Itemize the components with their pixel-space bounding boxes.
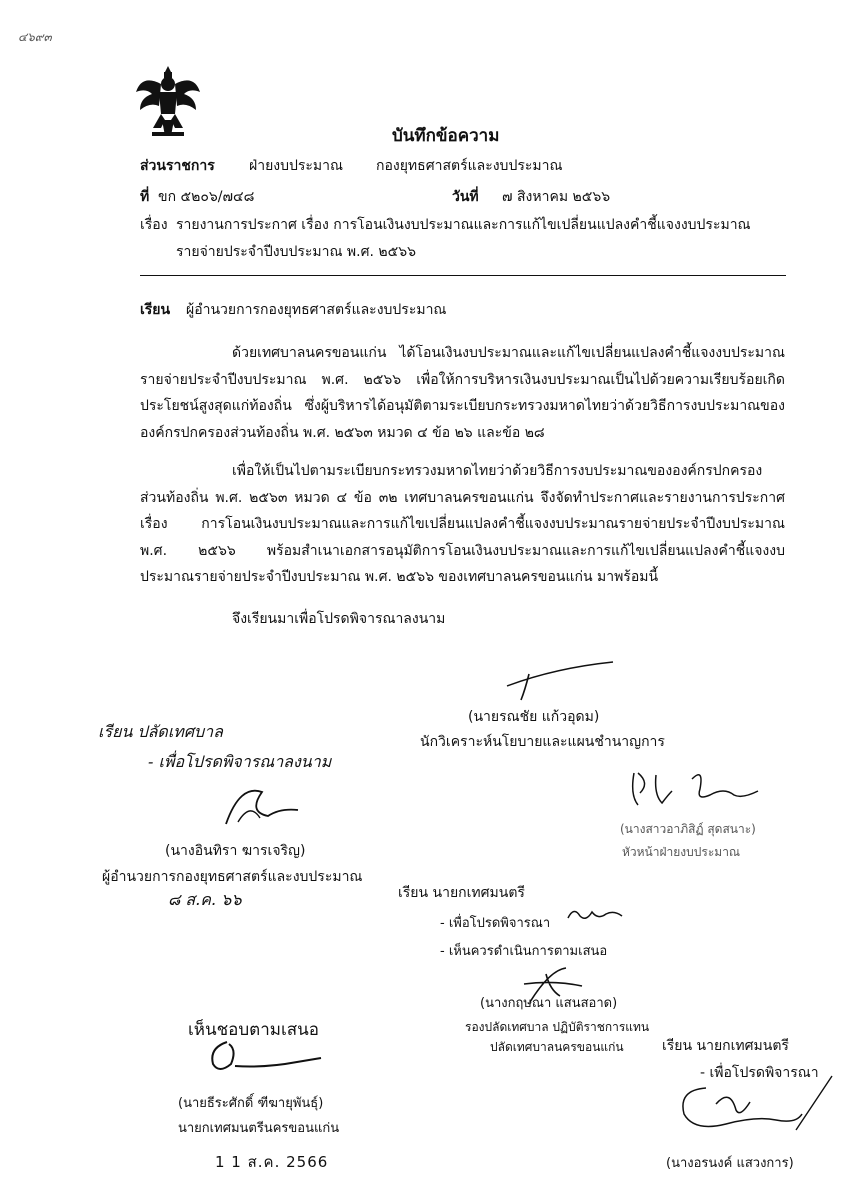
salutation-recipient: ผู้อำนวยการกองยุทธศาสตร์และงบประมาณ bbox=[186, 302, 447, 318]
note-3-action: - เพื่อโปรดพิจารณา bbox=[700, 1065, 819, 1081]
body-paragraph-1-text: ด้วยเทศบาลนครขอนแก่น ได้โอนเงินงบประมาณและแก้ไขเปลี่ยนแปลงคำชี้แจงงบประมาณรายจ่ายประจำปีงบประมาณ พ.ศ. ๒๕๖๖ เพื่อให้การบริหารเงินงบประมาณเป็นไปด้วยความเรียบร้อยเกิดประโยชน์สูงสุดแก่ท้องถิ่น ซึ่งผู้บริหารได้อนุมัติตามระเบียบกระทรวงมหาดไทยว่าด้วยวิธีการงบประมาณขององค์กรปกครองส่วนท้องถิ่น พ.ศ. ๒๕๖๓ หมวด ๔ ข้อ ๒๖ และข้อ ๒๘ bbox=[140, 345, 785, 441]
note-2-position-2: ปลัดเทศบาลนครขอนแก่น bbox=[490, 1040, 624, 1054]
note-3-recipient: เรียน นายกเทศมนตรี bbox=[662, 1038, 789, 1054]
memo-date: ๗ สิงหาคม ๒๕๖๖ bbox=[502, 189, 611, 205]
subject-line-2: รายจ่ายประจำปีงบประมาณ พ.ศ. ๒๕๖๖ bbox=[176, 244, 416, 260]
signature-2-icon bbox=[220, 782, 302, 830]
body-paragraph-2-text: เพื่อให้เป็นไปตามระเบียบกระทรวงมหาดไทยว่าด้วยวิธีการงบประมาณขององค์กรปกครองส่วนท้องถิ่น พ.ศ. ๒๕๖๓ หมวด ๔ ข้อ ๓๒ เทศบาลนครขอนแก่น จึงจัดทำประกาศและรายงานการประกาศ เรื่อง การโอนเงินงบประมาณและการแก้ไขเปลี่ยนแปลงคำชี้แจงงบประมาณรายจ่ายประจำปีงบประมาณ พ.ศ. ๒๕๖๖ พร้อมสำเนาเอกสารอนุมัติการโอนเงินงบประมาณและการแก้ไขเปลี่ยนแปลงคำชี้แจงงบประมาณรายจ่ายประจำปีงบประมาณ พ.ศ. ๒๕๖๖ ของเทศบาลนครขอนแก่น มาพร้อมนี้ bbox=[140, 463, 785, 585]
body-paragraph-1 bbox=[140, 340, 785, 446]
mayor-approval: เห็นชอบตามเสนอ bbox=[188, 1020, 319, 1040]
agency-label: ส่วนราชการ bbox=[140, 158, 215, 174]
note-2-action-2: - เห็นควรดำเนินการตามเสนอ bbox=[440, 944, 608, 959]
note-2-position-1: รองปลัดเทศบาล ปฏิบัติราชการแทน bbox=[465, 1020, 650, 1034]
note-1-date: ๘ ส.ค. ๖๖ bbox=[168, 890, 242, 909]
signature-3-icon bbox=[628, 765, 763, 811]
agency-office: กองยุทธศาสตร์และงบประมาณ bbox=[376, 158, 563, 174]
signer-1-position: นักวิเคราะห์นโยบายและแผนชำนาญการ bbox=[420, 734, 665, 750]
garuda-emblem-icon bbox=[132, 62, 204, 144]
note-3-name: (นางอรนงค์ แสวงการ) bbox=[666, 1156, 794, 1171]
date-label: วันที่ bbox=[452, 189, 479, 205]
note-1-recipient: เรียน ปลัดเทศบาล bbox=[98, 722, 223, 741]
note-1-name: (นางอินทิรา ฆารเจริญ) bbox=[165, 843, 306, 859]
signer-1-name: (นายรณชัย แก้วอุดม) bbox=[468, 709, 600, 725]
header-divider bbox=[140, 275, 786, 276]
signature-5-icon bbox=[205, 1038, 327, 1076]
signature-1-icon bbox=[505, 660, 617, 702]
mayor-name: (นายธีระศักดิ์ ฑีฆายุพันธุ์) bbox=[178, 1096, 324, 1111]
note-2-action-1: - เพื่อโปรดพิจารณา bbox=[440, 916, 551, 931]
salutation-label: เรียน bbox=[140, 302, 171, 318]
closing-line: จึงเรียนมาเพื่อโปรดพิจารณาลงนาม bbox=[232, 611, 446, 627]
signature-6-icon bbox=[676, 1074, 836, 1138]
corner-handwritten-mark: ๔๖๙๓ bbox=[18, 30, 52, 44]
body-paragraph-2 bbox=[140, 458, 785, 591]
ref-label: ที่ bbox=[140, 189, 150, 205]
mayor-date-stamp: 1 1 ส.ค. 2566 bbox=[215, 1153, 329, 1171]
memo-title: บันทึกข้อความ bbox=[392, 126, 500, 146]
initials-1-icon bbox=[564, 904, 626, 926]
note-1-action: - เพื่อโปรดพิจารณาลงนาม bbox=[148, 752, 332, 771]
mayor-position: นายกเทศมนตรีนครขอนแก่น bbox=[178, 1121, 340, 1136]
note-2-recipient: เรียน นายกเทศมนตรี bbox=[398, 885, 525, 901]
signer-2-name: (นางสาวอาภิสิฏ์ สุดสนาะ) bbox=[620, 822, 756, 836]
subject-label: เรื่อง bbox=[140, 217, 168, 233]
agency-division: ฝ่ายงบประมาณ bbox=[249, 158, 343, 174]
note-1-position: ผู้อำนวยการกองยุทธศาสตร์และงบประมาณ bbox=[102, 869, 363, 885]
note-2-name: (นางกฤษณา แสนสอาด) bbox=[480, 996, 618, 1011]
signer-2-position: หัวหน้าฝ่ายงบประมาณ bbox=[622, 845, 741, 859]
ref-number: ขก ๕๒๐๖/๗๔๘ bbox=[158, 189, 255, 205]
subject-line-1: รายงานการประกาศ เรื่อง การโอนเงินงบประมาณและการแก้ไขเปลี่ยนแปลงคำชี้แจงงบประมาณ bbox=[176, 217, 751, 233]
